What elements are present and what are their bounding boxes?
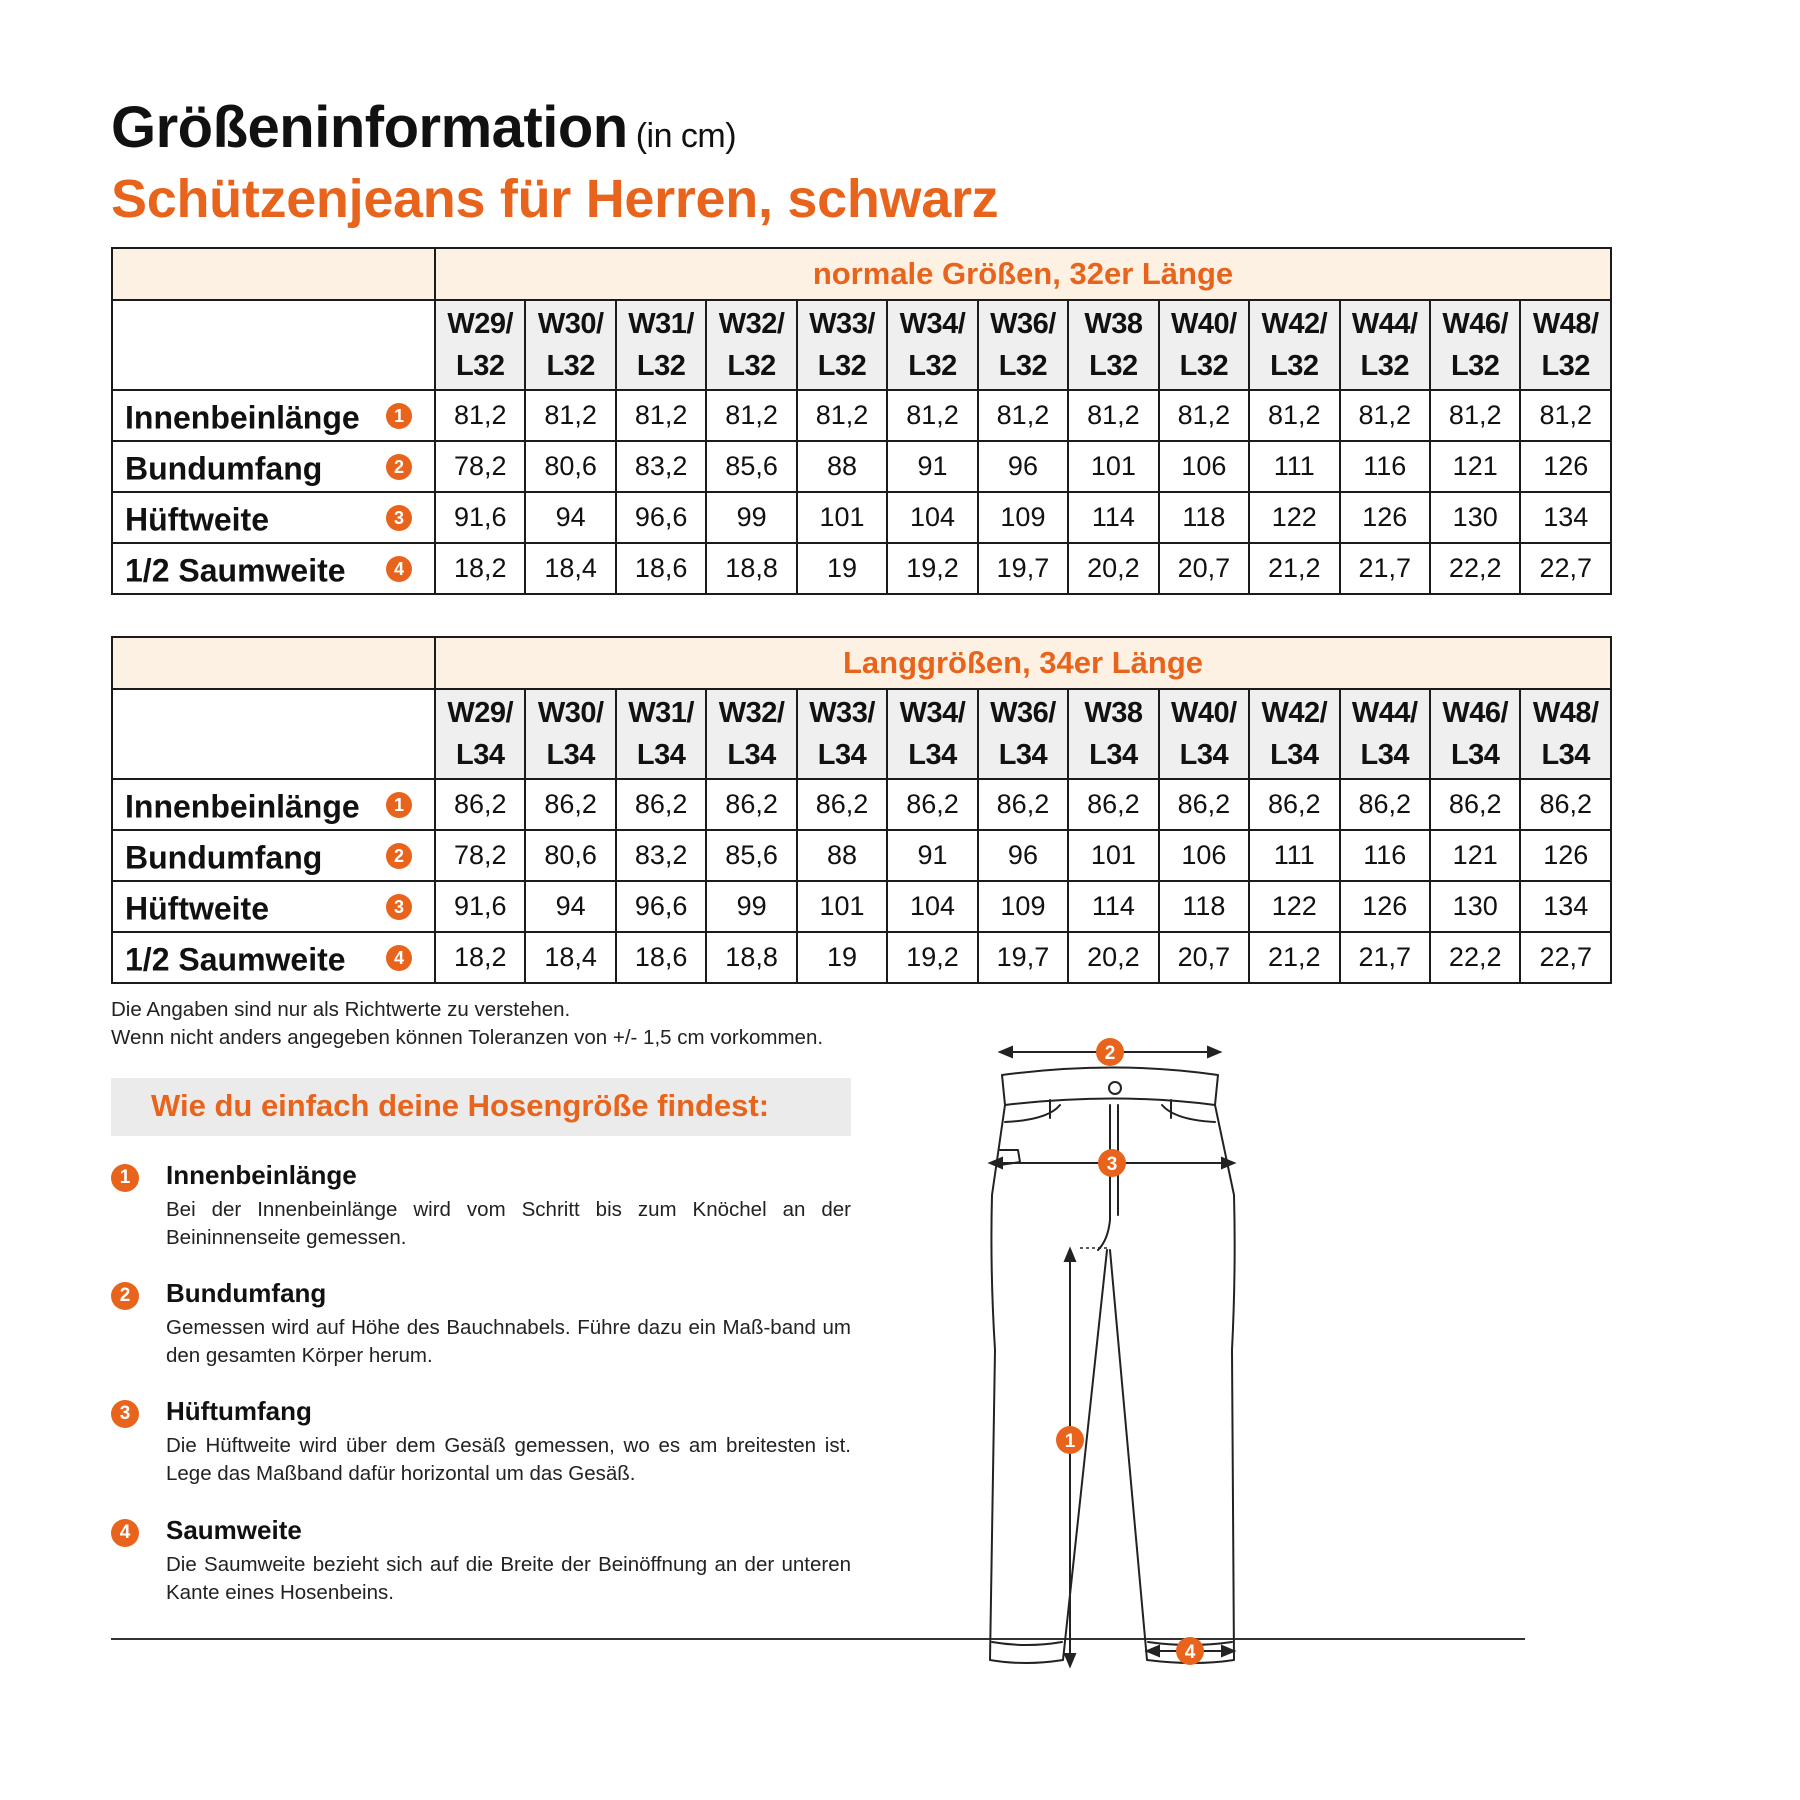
length-size: L32 [1450, 350, 1500, 382]
title-block [111, 96, 998, 230]
table-cell: 130 [1430, 881, 1520, 932]
size-column-header [1430, 689, 1520, 779]
table-cell: 18,4 [525, 932, 615, 983]
table-group-title: normale Größen, 32er Länge [435, 248, 1611, 300]
table-cell: 86,2 [525, 779, 615, 830]
waist-size: W48/ [1532, 308, 1599, 340]
table-row [112, 441, 1611, 492]
row-label-cell [112, 441, 435, 492]
waist-size: W29/ [447, 308, 514, 340]
table-cell: 88 [797, 441, 887, 492]
table-cell: 78,2 [435, 830, 525, 881]
size-column-header [1520, 689, 1611, 779]
waist-size: W32/ [718, 697, 785, 729]
table-cell: 81,2 [525, 390, 615, 441]
table-cell: 116 [1340, 441, 1430, 492]
table-cell: 83,2 [616, 441, 706, 492]
svg-text:3: 3 [1106, 1154, 1118, 1175]
table-cell: 21,7 [1340, 932, 1430, 983]
table-cell: 99 [706, 881, 796, 932]
size-column-header [435, 300, 525, 390]
header-empty-cell [112, 248, 435, 300]
marker-hem [1176, 1637, 1204, 1665]
table-cell: 86,2 [1430, 779, 1520, 830]
waist-size: W46/ [1442, 697, 1509, 729]
table-cell: 106 [1159, 441, 1249, 492]
size-column-header [1249, 689, 1339, 779]
table-cell: 86,2 [706, 779, 796, 830]
table-cell: 96,6 [616, 881, 706, 932]
unit-label: (in cm) [635, 117, 737, 155]
table-cell: 19,7 [978, 543, 1068, 594]
size-column-header [525, 300, 615, 390]
size-table-long [111, 636, 1612, 984]
waist-size: W38 [1084, 308, 1143, 340]
table-cell: 130 [1430, 492, 1520, 543]
table-cell: 91 [887, 441, 977, 492]
measure-number-badge: 2 [386, 843, 412, 869]
table-row [112, 543, 1611, 594]
table-cell: 80,6 [525, 441, 615, 492]
length-size: L32 [998, 350, 1048, 382]
waist-size: W44/ [1351, 308, 1418, 340]
table-cell: 114 [1068, 881, 1158, 932]
length-size: L32 [455, 350, 505, 382]
table-cell: 109 [978, 492, 1068, 543]
size-column-header [616, 300, 706, 390]
marker-waist [1096, 1038, 1124, 1066]
table-cell: 20,2 [1068, 543, 1158, 594]
waist-size: W34/ [899, 697, 966, 729]
table-cell: 18,2 [435, 932, 525, 983]
measurement-arrows [990, 1047, 1234, 1666]
length-size: L32 [636, 350, 686, 382]
step-description: Die Hüftweite wird über dem Gesäß gemessen, wo es am breitesten ist. Lege das Maßband dafür horizontal um das Gesäß. [166, 1434, 851, 1485]
table-cell: 80,6 [525, 830, 615, 881]
table-row [112, 881, 1611, 932]
measure-number-badge: 4 [386, 945, 412, 971]
table-cell: 83,2 [616, 830, 706, 881]
row-label-cell [112, 543, 435, 594]
length-size: L34 [546, 739, 595, 771]
length-size: L32 [727, 350, 776, 382]
table-cell: 126 [1520, 441, 1611, 492]
size-column-header [1520, 300, 1611, 390]
length-size: L34 [727, 739, 776, 771]
table-cell: 81,2 [1249, 390, 1339, 441]
row-label-cell [112, 932, 435, 983]
size-column-header [887, 300, 977, 390]
step-description: Gemessen wird auf Höhe des Bauchnabels. Führe dazu ein Maß-band um den gesamten Körper herum. [166, 1316, 851, 1367]
size-column-header [1340, 689, 1430, 779]
waist-size: W44/ [1351, 697, 1418, 729]
marker-inseam [1056, 1426, 1084, 1454]
waist-size: W30/ [537, 308, 604, 340]
table-cell: 18,2 [435, 543, 525, 594]
note-line-1: Die Angaben sind nur als Richtwerte zu verstehen. [111, 998, 571, 1021]
step-description: Bei der Innenbeinlänge wird vom Schritt bis zum Knöchel an der Beininnenseite gemessen. [166, 1198, 851, 1249]
divider-line [111, 1638, 1525, 1640]
table-cell: 22,2 [1430, 932, 1520, 983]
table-cell: 111 [1249, 441, 1339, 492]
waist-size: W29/ [447, 697, 514, 729]
size-column-header [1340, 300, 1430, 390]
table-row [112, 390, 1611, 441]
measure-number-badge: 3 [386, 505, 412, 531]
waist-size: W31/ [628, 308, 694, 340]
table-cell: 96 [978, 441, 1068, 492]
table-cell: 109 [978, 881, 1068, 932]
table-cell: 85,6 [706, 441, 796, 492]
length-size: L34 [1541, 739, 1590, 771]
size-table-normal [111, 247, 1612, 595]
table-cell: 91 [887, 830, 977, 881]
length-size: L34 [998, 739, 1048, 771]
table-row [112, 779, 1611, 830]
table-cell: 81,2 [1430, 390, 1520, 441]
svg-text:4: 4 [1184, 1642, 1196, 1663]
svg-text:1: 1 [1064, 1431, 1076, 1452]
table-cell: 20,2 [1068, 932, 1158, 983]
table-cell: 118 [1159, 881, 1249, 932]
length-size: L34 [1179, 739, 1229, 771]
table-cell: 86,2 [435, 779, 525, 830]
waist-size: W31/ [628, 697, 694, 729]
table-cell: 22,7 [1520, 543, 1611, 594]
size-column-header [1159, 300, 1249, 390]
waist-size: W36/ [990, 697, 1056, 729]
row-label: Innenbeinlänge [125, 398, 360, 435]
table-row [112, 830, 1611, 881]
table-cell: 86,2 [1340, 779, 1430, 830]
note-line-2: Wenn nicht anders angegeben können Toleranzen von +/- 1,5 cm vorkommen. [111, 1026, 824, 1049]
table-cell: 86,2 [797, 779, 887, 830]
table-cell: 126 [1340, 492, 1430, 543]
page-subtitle: Schützenjeans für Herren, schwarz [111, 169, 999, 229]
waist-size: W33/ [809, 697, 875, 729]
table-cell: 22,7 [1520, 932, 1611, 983]
table-cell: 101 [1068, 441, 1158, 492]
svg-text:2: 2 [1104, 1043, 1116, 1064]
waist-size: W36/ [990, 308, 1056, 340]
table-cell: 18,6 [616, 932, 706, 983]
waist-size: W32/ [718, 308, 785, 340]
length-size: L32 [908, 350, 957, 382]
size-column-header [1159, 689, 1249, 779]
table-cell: 118 [1159, 492, 1249, 543]
table-cell: 86,2 [887, 779, 977, 830]
measure-number-badge: 1 [386, 403, 412, 429]
size-column-header [1249, 300, 1339, 390]
length-size: L32 [546, 350, 595, 382]
table-cell: 19,2 [887, 932, 977, 983]
length-size: L32 [817, 350, 867, 382]
waist-size: W46/ [1442, 308, 1509, 340]
size-column-header [1068, 689, 1158, 779]
row-label-cell [112, 492, 435, 543]
step-title: Hüftumfang [166, 1396, 312, 1426]
table-cell: 86,2 [978, 779, 1068, 830]
table-cell: 121 [1430, 441, 1520, 492]
table-cell: 126 [1520, 830, 1611, 881]
size-column-header [616, 689, 706, 779]
step-title: Innenbeinlänge [166, 1160, 357, 1190]
table-cell: 122 [1249, 881, 1339, 932]
row-label: 1/2 Saumweite [125, 940, 346, 977]
step-title: Saumweite [166, 1515, 302, 1545]
step-number-badge: 4 [111, 1519, 139, 1547]
size-column-header [978, 689, 1068, 779]
waist-size: W34/ [899, 308, 966, 340]
table-cell: 91,6 [435, 492, 525, 543]
waist-size: W33/ [809, 308, 875, 340]
table-cell: 94 [525, 492, 615, 543]
table-cell: 81,2 [616, 390, 706, 441]
step-title: Bundumfang [166, 1278, 327, 1308]
row-label: Innenbeinlänge [125, 787, 360, 824]
table-cell: 21,7 [1340, 543, 1430, 594]
step-number-badge: 3 [111, 1400, 139, 1428]
table-cell: 86,2 [1159, 779, 1249, 830]
table-cell: 86,2 [1249, 779, 1339, 830]
step-description: Die Saumweite bezieht sich auf die Breite der Beinöffnung an der unteren Kante eines Hosenbeins. [166, 1553, 851, 1604]
size-column-header [706, 689, 796, 779]
table-cell: 81,2 [978, 390, 1068, 441]
marker-hip [1098, 1149, 1126, 1177]
length-size: L32 [1360, 350, 1409, 382]
table-cell: 19,7 [978, 932, 1068, 983]
length-size: L34 [1089, 739, 1138, 771]
table-cell: 122 [1249, 492, 1339, 543]
table-cell: 101 [1068, 830, 1158, 881]
table-cell: 19 [797, 543, 887, 594]
size-header-empty-cell [112, 300, 435, 390]
table-cell: 81,2 [797, 390, 887, 441]
table-cell: 20,7 [1159, 543, 1249, 594]
table-cell: 114 [1068, 492, 1158, 543]
table-cell: 99 [706, 492, 796, 543]
row-label: 1/2 Saumweite [125, 551, 346, 588]
measure-number-badge: 1 [386, 792, 412, 818]
table-cell: 21,2 [1249, 932, 1339, 983]
waist-size: W38 [1084, 697, 1143, 729]
step-number-badge: 1 [111, 1164, 139, 1192]
waist-size: W40/ [1171, 308, 1237, 340]
how-to-title: Wie du einfach deine Hosengröße findest: [151, 1088, 770, 1123]
length-size: L32 [1270, 350, 1319, 382]
row-label: Hüftweite [125, 889, 269, 926]
table-cell: 81,2 [887, 390, 977, 441]
table-cell: 81,2 [1520, 390, 1611, 441]
table-row [112, 492, 1611, 543]
table-cell: 116 [1340, 830, 1430, 881]
size-header-empty-cell [112, 689, 435, 779]
page-title: Größeninformation (in cm) [111, 95, 737, 160]
disclaimer-note [111, 996, 823, 1052]
table-cell: 111 [1249, 830, 1339, 881]
table-cell: 85,6 [706, 830, 796, 881]
length-size: L34 [1360, 739, 1409, 771]
size-column-header [978, 300, 1068, 390]
table-cell: 86,2 [1520, 779, 1611, 830]
table-cell: 104 [887, 492, 977, 543]
table-cell: 18,8 [706, 932, 796, 983]
header-empty-cell [112, 637, 435, 689]
step-number-badge: 2 [111, 1282, 139, 1310]
table-cell: 106 [1159, 830, 1249, 881]
table-cell: 81,2 [1340, 390, 1430, 441]
table-cell: 18,6 [616, 543, 706, 594]
size-column-header [797, 689, 887, 779]
table-cell: 18,8 [706, 543, 796, 594]
row-label-cell [112, 830, 435, 881]
how-to-heading-box [111, 1078, 851, 1136]
table-cell: 96 [978, 830, 1068, 881]
table-cell: 20,7 [1159, 932, 1249, 983]
table-cell: 21,2 [1249, 543, 1339, 594]
size-column-header [1068, 300, 1158, 390]
table-cell: 88 [797, 830, 887, 881]
length-size: L34 [1450, 739, 1500, 771]
table-cell: 121 [1430, 830, 1520, 881]
measure-number-badge: 2 [386, 454, 412, 480]
size-column-header [525, 689, 615, 779]
table-cell: 126 [1340, 881, 1430, 932]
table-cell: 104 [887, 881, 977, 932]
length-size: L34 [1270, 739, 1319, 771]
table-cell: 91,6 [435, 881, 525, 932]
length-size: L34 [636, 739, 686, 771]
length-size: L34 [908, 739, 957, 771]
size-column-header [887, 689, 977, 779]
table-cell: 19,2 [887, 543, 977, 594]
table-cell: 22,2 [1430, 543, 1520, 594]
table-cell: 81,2 [1068, 390, 1158, 441]
table-cell: 96,6 [616, 492, 706, 543]
table-cell: 81,2 [435, 390, 525, 441]
length-size: L32 [1541, 350, 1590, 382]
row-label: Bundumfang [125, 838, 323, 875]
table-cell: 101 [797, 492, 887, 543]
waist-size: W42/ [1261, 697, 1328, 729]
table-cell: 81,2 [706, 390, 796, 441]
waist-size: W40/ [1171, 697, 1237, 729]
table-row [112, 932, 1611, 983]
measure-number-badge: 4 [386, 556, 412, 582]
row-label-cell [112, 881, 435, 932]
table-cell: 86,2 [1068, 779, 1158, 830]
table-cell: 81,2 [1159, 390, 1249, 441]
row-label: Bundumfang [125, 449, 323, 486]
table-group-title: Langgrößen, 34er Länge [435, 637, 1611, 689]
size-column-header [1430, 300, 1520, 390]
table-cell: 101 [797, 881, 887, 932]
table-cell: 134 [1520, 492, 1611, 543]
table-cell: 134 [1520, 881, 1611, 932]
table-cell: 94 [525, 881, 615, 932]
pants-measurement-diagram [970, 1030, 1270, 1690]
row-label: Hüftweite [125, 500, 269, 537]
length-size: L34 [455, 739, 505, 771]
table-cell: 19 [797, 932, 887, 983]
row-label-cell [112, 779, 435, 830]
waist-size: W30/ [537, 697, 604, 729]
size-column-header [706, 300, 796, 390]
length-size: L32 [1089, 350, 1138, 382]
waist-size: W48/ [1532, 697, 1599, 729]
measure-number-badge: 3 [386, 894, 412, 920]
length-size: L34 [817, 739, 867, 771]
length-size: L32 [1179, 350, 1229, 382]
row-label-cell [112, 390, 435, 441]
table-cell: 86,2 [616, 779, 706, 830]
waist-size: W42/ [1261, 308, 1328, 340]
size-column-header [435, 689, 525, 779]
size-column-header [797, 300, 887, 390]
table-cell: 78,2 [435, 441, 525, 492]
table-cell: 18,4 [525, 543, 615, 594]
